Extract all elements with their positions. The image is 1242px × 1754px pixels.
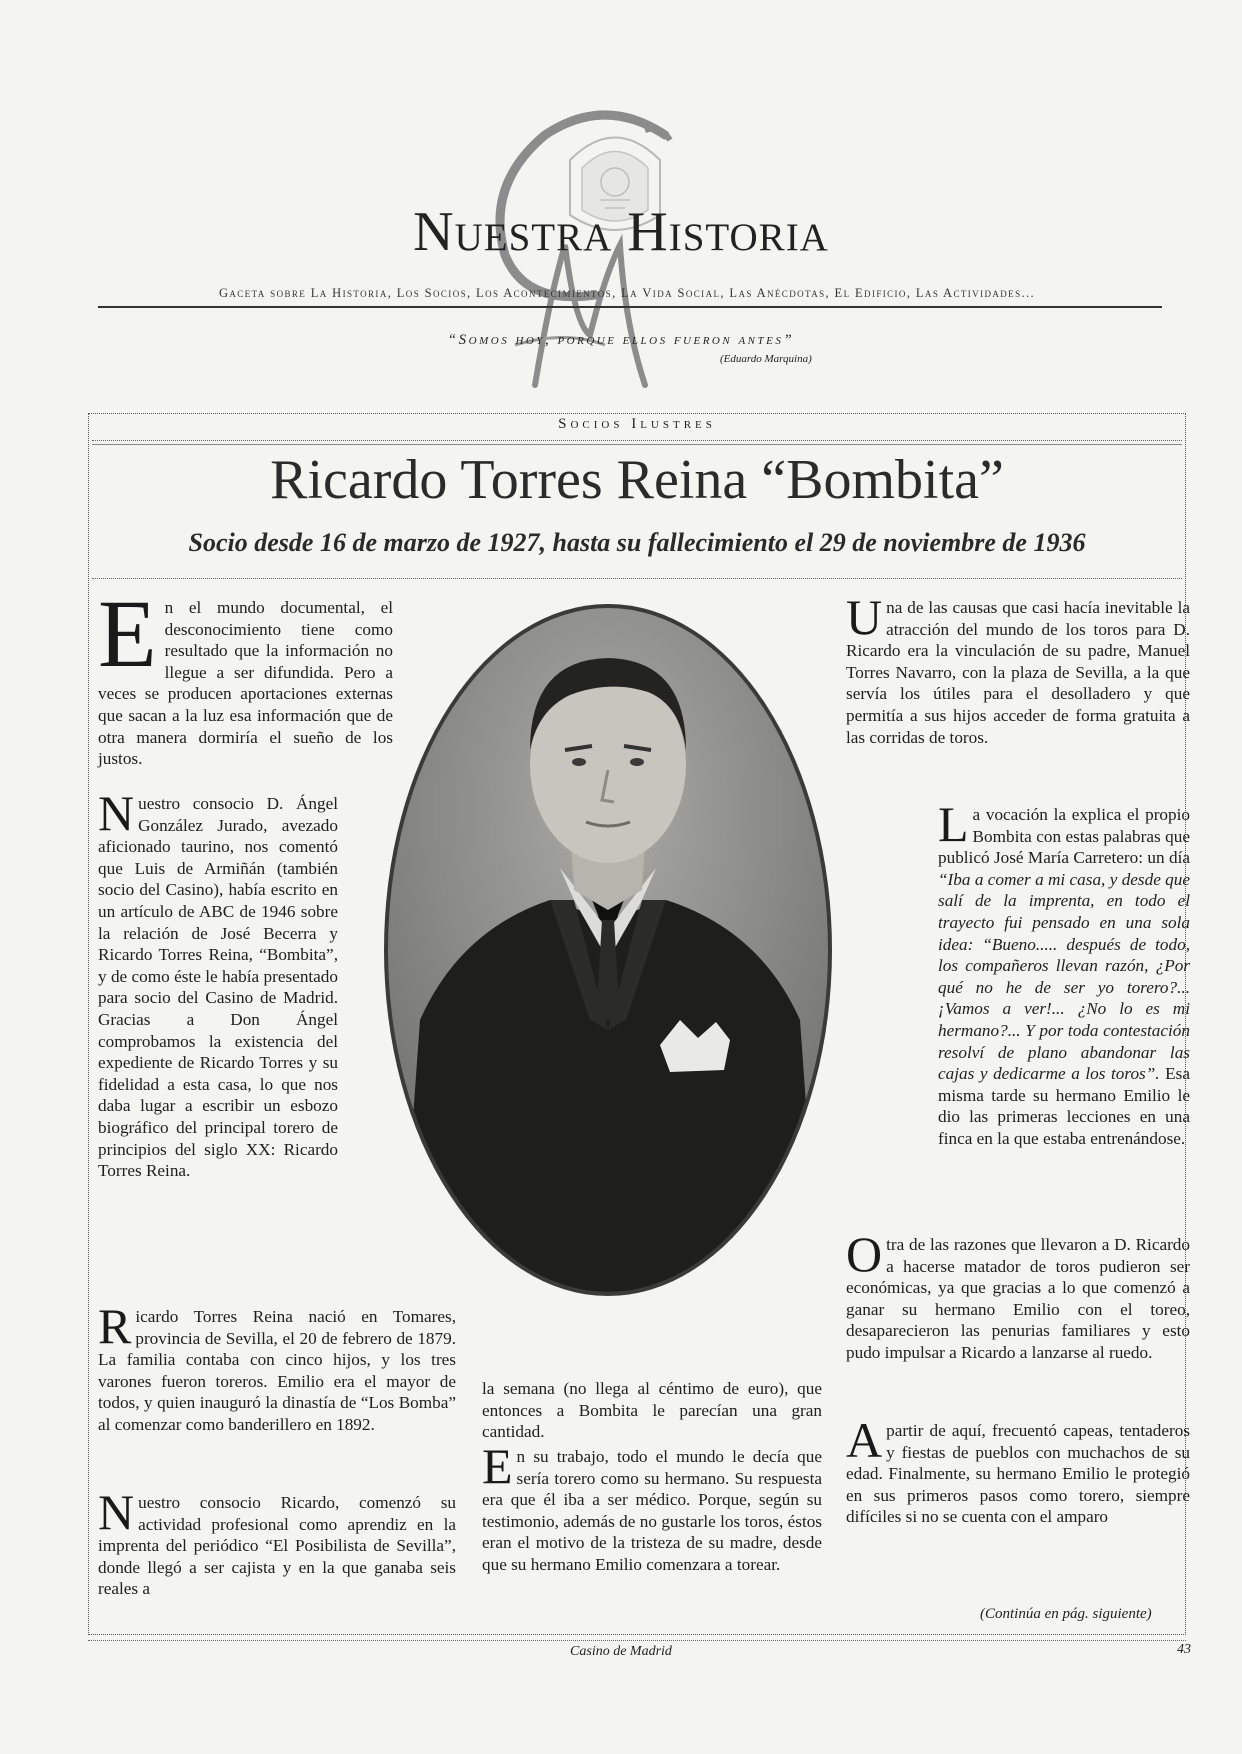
footer-rule [88,1640,1186,1641]
paragraph-text: na de las causas que casi hacía inevitable la atracción del mundo de los toros para D. Ricardo era la vinculación de su padre, Manuel Torres Navarro, con la plaza de Sevilla, a la que servía los útiles para el desolladero y que permitía a sus hijos acceder de forma gratuita a las corridas de toros. [846,598,1190,747]
col1-paragraph-2 [98,785,338,1182]
drop-cap: L [938,796,969,852]
article-title: Ricardo Torres Reina “Bombita” [270,449,1004,511]
paragraph-text: n su trabajo, todo el mundo le decía que sería torero como su hermano. Su respuesta era que él iba a ser médico. Porque, según su testimonio, además de no gustarle los toros, éstos eran el motivo de la tristeza de su madre, desde que su hermano Emilio comenzara a torear. [482,1447,822,1574]
subtitle-rule [92,578,1182,579]
paragraph-text: uestro consocio Ricardo, comenzó su actividad profesional como aprendiz en la imprenta del periódico “El Posibilista de Sevilla”, donde llegó a ser cajista y en la que ganaba seis reales a [98,1493,456,1599]
masthead-rule [98,306,1162,308]
col3-paragraph-4 [846,1412,1190,1528]
masthead-title: Nuestra Historia [413,201,829,263]
section-label: Socios Ilustres [558,416,716,432]
col1-paragraph-3 [98,1298,456,1436]
page-number: 43 [1177,1642,1191,1657]
bombita-portrait-photo [380,600,836,1300]
drop-cap: A [846,1412,883,1468]
drop-cap: R [98,1298,132,1354]
col2-paragraph-2 [482,1438,822,1576]
paragraph-text: Esa misma tarde su hermano Emilio le dio las primeras lecciones en una finca en la que estaba entrenándose. [938,1064,1190,1148]
article-subtitle: Socio desde 16 de marzo de 1927, hasta su fallecimiento el 29 de noviembre de 1936 [188,528,1086,557]
paragraph-text: uestro consocio D. Ángel González Jurado, avezado aficionado taurino, nos comentó que Luis de Armiñán (también socio del Casino), había escrito en un artículo de ABC de 1946 sobre la relación de José Becerra y Ricardo Torres Reina, “Bombita”, y de como éste le había presentado para socio del Casino de Madrid. Gracias a Don Ángel comprobamos la existencia del expediente de Ricardo Torres y su fidelidad a esta casa, lo que nos daba lugar a escribir un esbozo biográfico del principal torero de principios del siglo XX: Ricardo Torres Reina. [98,794,338,1181]
footer-publication: Casino de Madrid [570,1644,672,1659]
col2-paragraph-1 [482,1378,822,1443]
drop-cap: U [846,589,883,645]
col1-paragraph-1 [98,580,393,770]
masthead-motto-author: (Eduardo Marquina) [720,353,812,365]
col1-paragraph-4 [98,1484,456,1600]
paragraph-text: n el mundo documental, el desconocimiento tiene como resultado que la información no llegue a ser difundida. Pero a veces se producen aportaciones externas que sacan a la luz esa información que de otra manera dormiría el sueño de los justos. [98,598,393,769]
col3-paragraph-3 [846,1226,1190,1364]
masthead-gazette-line: Gaceta sobre La Historia, Los Socios, Los Acontecimientos, La Vida Social, Las Anécdotas, El Edificio, Las Actividades... [218,286,1036,300]
col3-paragraph-1 [846,589,1190,748]
section-rule-top [92,440,1182,441]
drop-cap: N [98,785,135,841]
drop-cap: E [98,580,157,687]
paragraph-text: partir de aquí, frecuentó capeas, tentaderos y fiestas de pueblos con muchachos de su edad. Finalmente, su hermano Emilio le protegió en sus primeros pasos como torero, siempre difíciles si no se cuenta con el amparo [846,1421,1190,1527]
col3-paragraph-2 [938,796,1190,1150]
drop-cap: E [482,1438,513,1494]
section-rule-bottom [92,444,1182,445]
paragraph-text: la semana (no llega al céntimo de euro), que entonces a Bombita le parecían una gran cantidad. [482,1379,822,1442]
paragraph-text: tra de las razones que llevaron a D. Ricardo a hacerse matador de toros pudieron ser económicas, ya que gracias a lo que comenzó a ganar su hermano Emilio con el toreo, desaparecieron las penurias familiares y esto pudo impulsar a Ricardo a lanzarse al ruedo. [846,1235,1190,1362]
paragraph-text: a vocación la explica el propio Bombita con estas palabras que publicó José María Carretero: un día [938,805,1190,868]
quote-text: “Iba a comer a mi casa, y desde que salí de la imprenta, en todo el trayecto fui pensado en una sola idea: “Bueno..... después de todo, los compañeros llevan razón, ¿Por qué no he de ser yo torero?... ¡Vamos a ver!... ¿No lo es mi hermano?... Y por toda contestación resolví de plano abandonar las cajas y dedicarme a los toros”. [938,869,1190,1084]
drop-cap: O [846,1226,883,1282]
continued-note: (Continúa en pág. siguiente) [980,1606,1152,1622]
masthead-motto: “Somos hoy, porque ellos fueron antes” [447,332,795,348]
paragraph-text: icardo Torres Reina nació en Tomares, provincia de Sevilla, el 20 de febrero de 1879. La familia contaba con cinco hijos, y los tres varones fueron toreros. Emilio era el mayor de todos, y quien inauguró la dinastía de “Los Bomba” al comenzar como banderillero en 1892. [98,1307,456,1434]
drop-cap: N [98,1484,135,1540]
